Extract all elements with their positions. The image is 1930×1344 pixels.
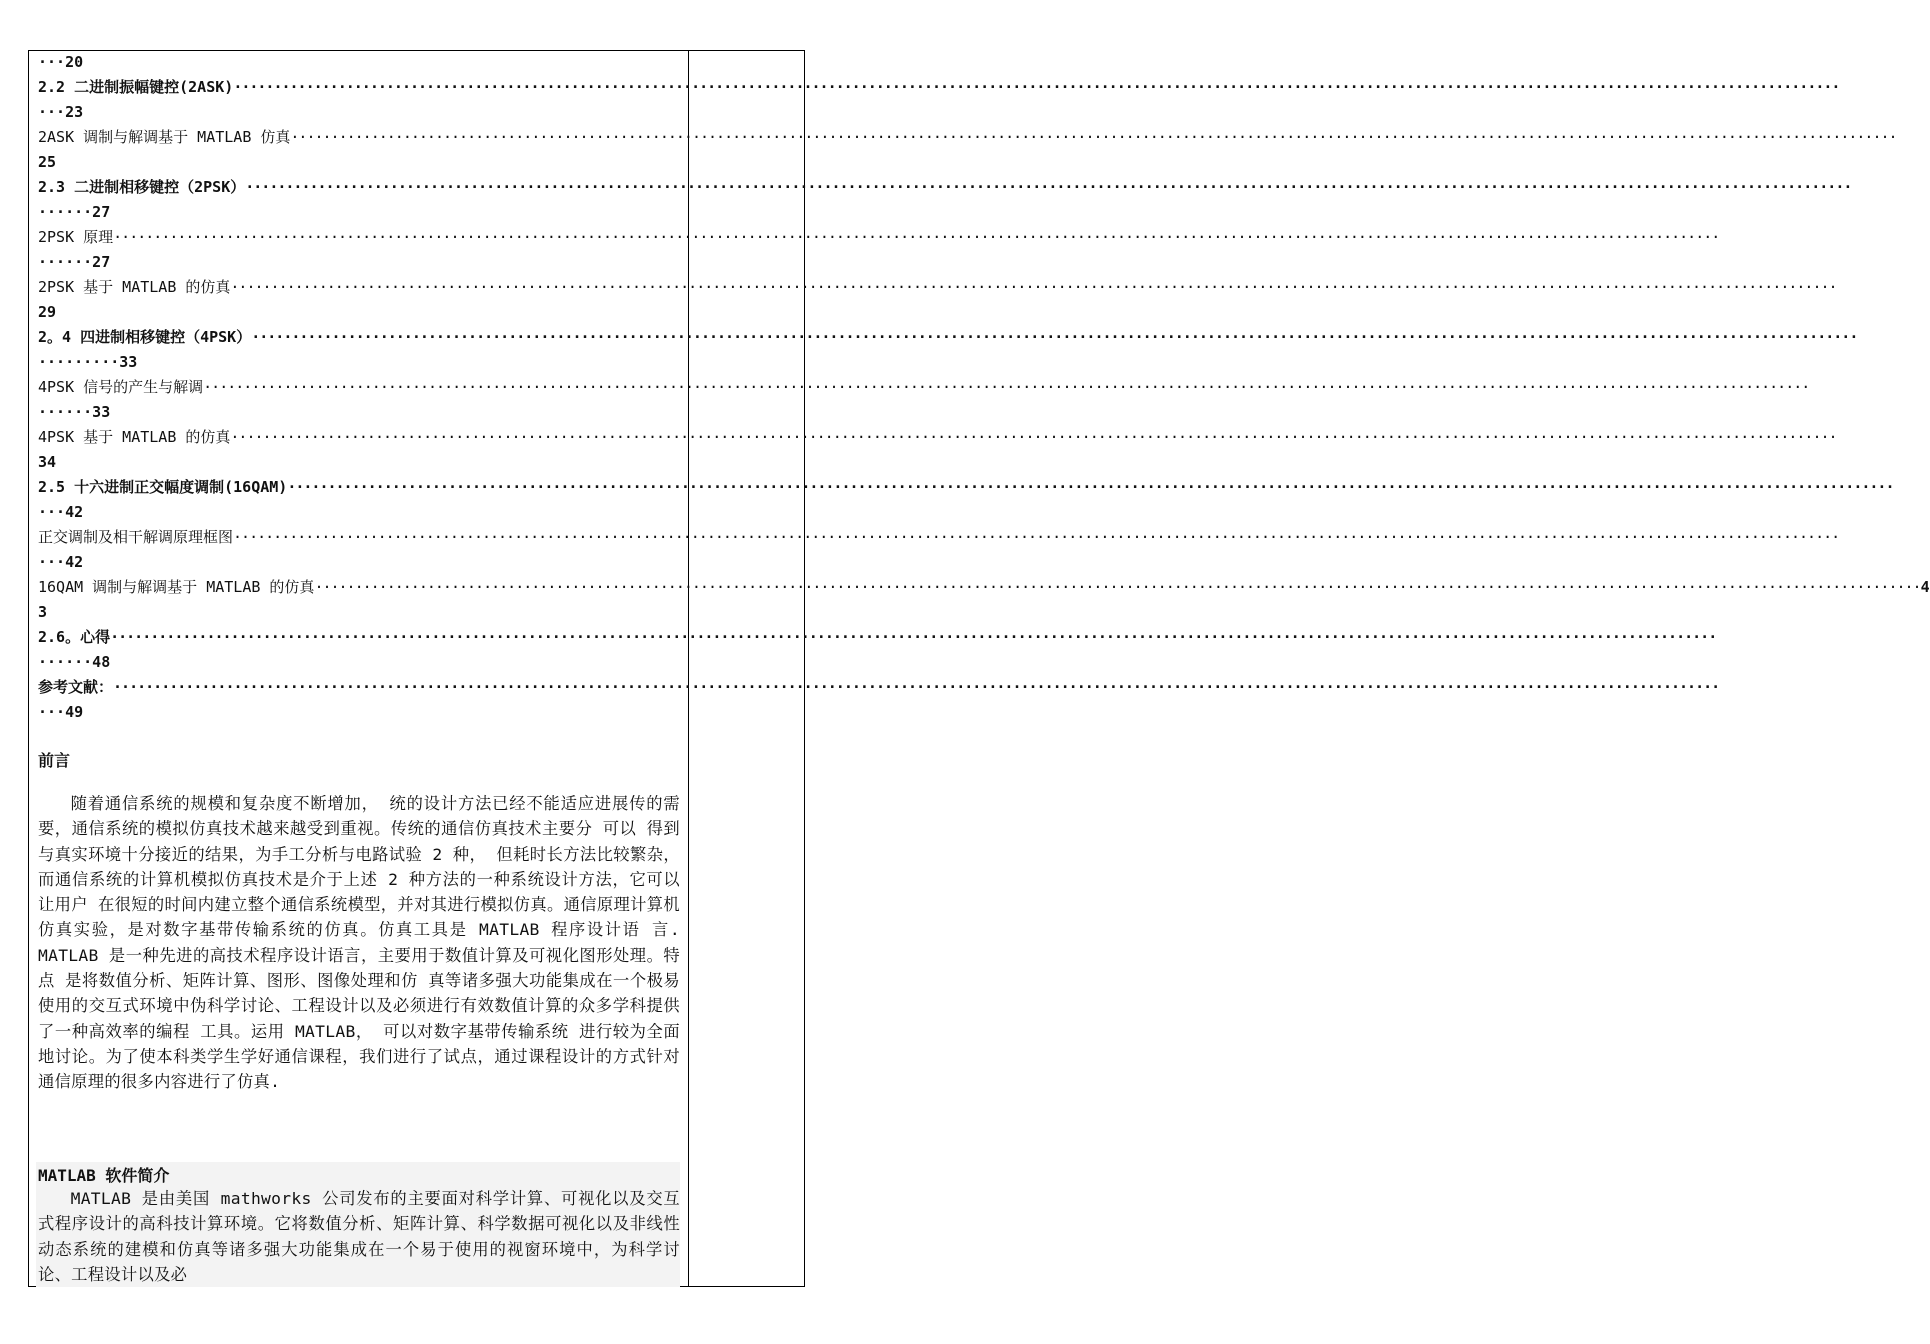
toc-entry	[38, 175, 1852, 200]
toc-leader-dots: ········································································································································································································	[113, 678, 1720, 696]
toc-page-number: 3	[38, 603, 48, 621]
toc-leader-dots: ········································································································································································································	[110, 628, 1717, 646]
toc-page-number: ···42	[38, 503, 84, 521]
toc-leader-dots: ········································································································································································································	[230, 278, 1837, 296]
toc-page-number: ···20	[38, 53, 84, 71]
toc-entry	[38, 525, 1840, 550]
toc-leader-dots: ········································································································································································································	[245, 178, 1852, 196]
toc-entry	[38, 475, 1894, 500]
table-of-contents	[38, 50, 1930, 725]
toc-page-number: ···42	[38, 553, 84, 571]
toc-entry-label: 参考文献：	[38, 678, 114, 696]
toc-entry	[38, 575, 1930, 600]
toc-page-number: 4	[1920, 578, 1930, 596]
toc-entry-label: 2.3 二进制相移键控（2PSK）	[38, 178, 246, 196]
toc-leader-dots: ········································································································································································································	[251, 328, 1858, 346]
toc-entry-label: 2.6。心得	[38, 628, 111, 646]
toc-entry	[38, 425, 1837, 450]
preface-heading: 前言	[38, 751, 71, 770]
toc-entry-label: 4PSK 信号的产生与解调	[38, 378, 204, 396]
toc-page-number: ······33	[38, 403, 111, 421]
toc-page-number: ······27	[38, 203, 111, 221]
toc-page-number: 25	[38, 153, 57, 171]
toc-leader-dots: ········································································································································································································	[113, 228, 1720, 246]
toc-leader-dots: ········································································································································································································	[290, 128, 1897, 146]
toc-entry	[38, 625, 1717, 650]
toc-entry	[38, 75, 1840, 100]
toc-entry-label: 4PSK 基于 MATLAB 的仿真	[38, 428, 231, 446]
toc-page-number: 34	[38, 453, 57, 471]
toc-entry	[38, 125, 1897, 150]
toc-leader-dots: ········································································································································································································	[287, 478, 1894, 496]
toc-entry	[38, 375, 1810, 400]
toc-entry-label: 2PSK 基于 MATLAB 的仿真	[38, 278, 231, 296]
matlab-intro-heading: MATLAB 软件简介	[38, 1166, 170, 1185]
toc-entry-label: 2.2 二进制振幅键控(2ASK)	[38, 78, 234, 96]
toc-leader-dots: ········································································································································································································	[203, 378, 1810, 396]
toc-page-number: ······48	[38, 653, 111, 671]
toc-page-number: ···23	[38, 103, 84, 121]
preface-body: 随着通信系统的规模和复杂度不断增加， 统的设计方法已经不能适应进展传的需要，通信系统的模拟仿真技术越来越受到重视。传统的通信仿真技术主要分 可以 得到与真实环境十分接近的结果，为手工分析与电路试验 2 种， 但耗时长方法比较繁杂，而通信系统的计算机模拟仿真技术是介于上述 2 种方法的一种系统设计方法，它可以让用户 在很短的时间内建立整个通信系统模型，并对其进行模拟仿真。通信原理计算机仿真实验，是对数字基带传输系统的仿真。仿真工具是 MATLAB 程序设计语 言. MATLAB 是一种先进的高技术程序设计语言，主要用于数值计算及可视化图形处理。特点 是将数值分析、矩阵计算、图形、图像处理和仿 真等诸多强大功能集成在一个极易使用的交互式环境中伪科学讨论、工程设计以及必须进行有效数值计算的众多学科提供了一种高效率的编程 工具。运用 MATLAB， 可以对数字基带传输系统 进行较为全面地讨论。为了使本科类学生学好通信课程，我们进行了试点，通过课程设计的方式针对通信原理的很多内容进行了仿真.	[38, 794, 680, 1092]
toc-entry	[38, 275, 1837, 300]
toc-page-number: 29	[38, 303, 57, 321]
toc-entry	[38, 675, 1720, 700]
toc-page-number: ······27	[38, 253, 111, 271]
toc-leader-dots: ········································································································································································································	[230, 428, 1837, 446]
toc-entry-label: 2ASK 调制与解调基于 MATLAB 仿真	[38, 128, 291, 146]
matlab-intro-body: MATLAB 是由美国 mathworks 公司发布的主要面对科学计算、可视化以及交互式程序设计的高科技计算环境。它将数值分析、矩阵计算、科学数据可视化以及非线性动态系统的建模和仿真等诸多强大功能集成在一个易于使用的视窗环境中，为科学讨论、工程设计以及必	[38, 1189, 680, 1284]
toc-leader-dots: ········································································································································································································	[233, 78, 1840, 96]
toc-entry	[38, 225, 1720, 250]
toc-leader-dots: ········································································································································································································	[314, 578, 1921, 596]
toc-entry	[38, 325, 1858, 350]
toc-page-number: ·········33	[38, 353, 138, 371]
toc-entry-label: 16QAM 调制与解调基于 MATLAB 的仿真	[38, 578, 315, 596]
toc-leader-dots: ········································································································································································································	[233, 528, 1840, 546]
toc-entry-label: 正交调制及相干解调原理框图	[38, 528, 234, 546]
toc-entry-label: 2。4 四进制相移键控（4PSK）	[38, 328, 252, 346]
toc-page-number: ···49	[38, 703, 84, 721]
toc-entry-label: 2PSK 原理	[38, 228, 114, 246]
toc-entry-label: 2.5 十六进制正交幅度调制(16QAM)	[38, 478, 288, 496]
